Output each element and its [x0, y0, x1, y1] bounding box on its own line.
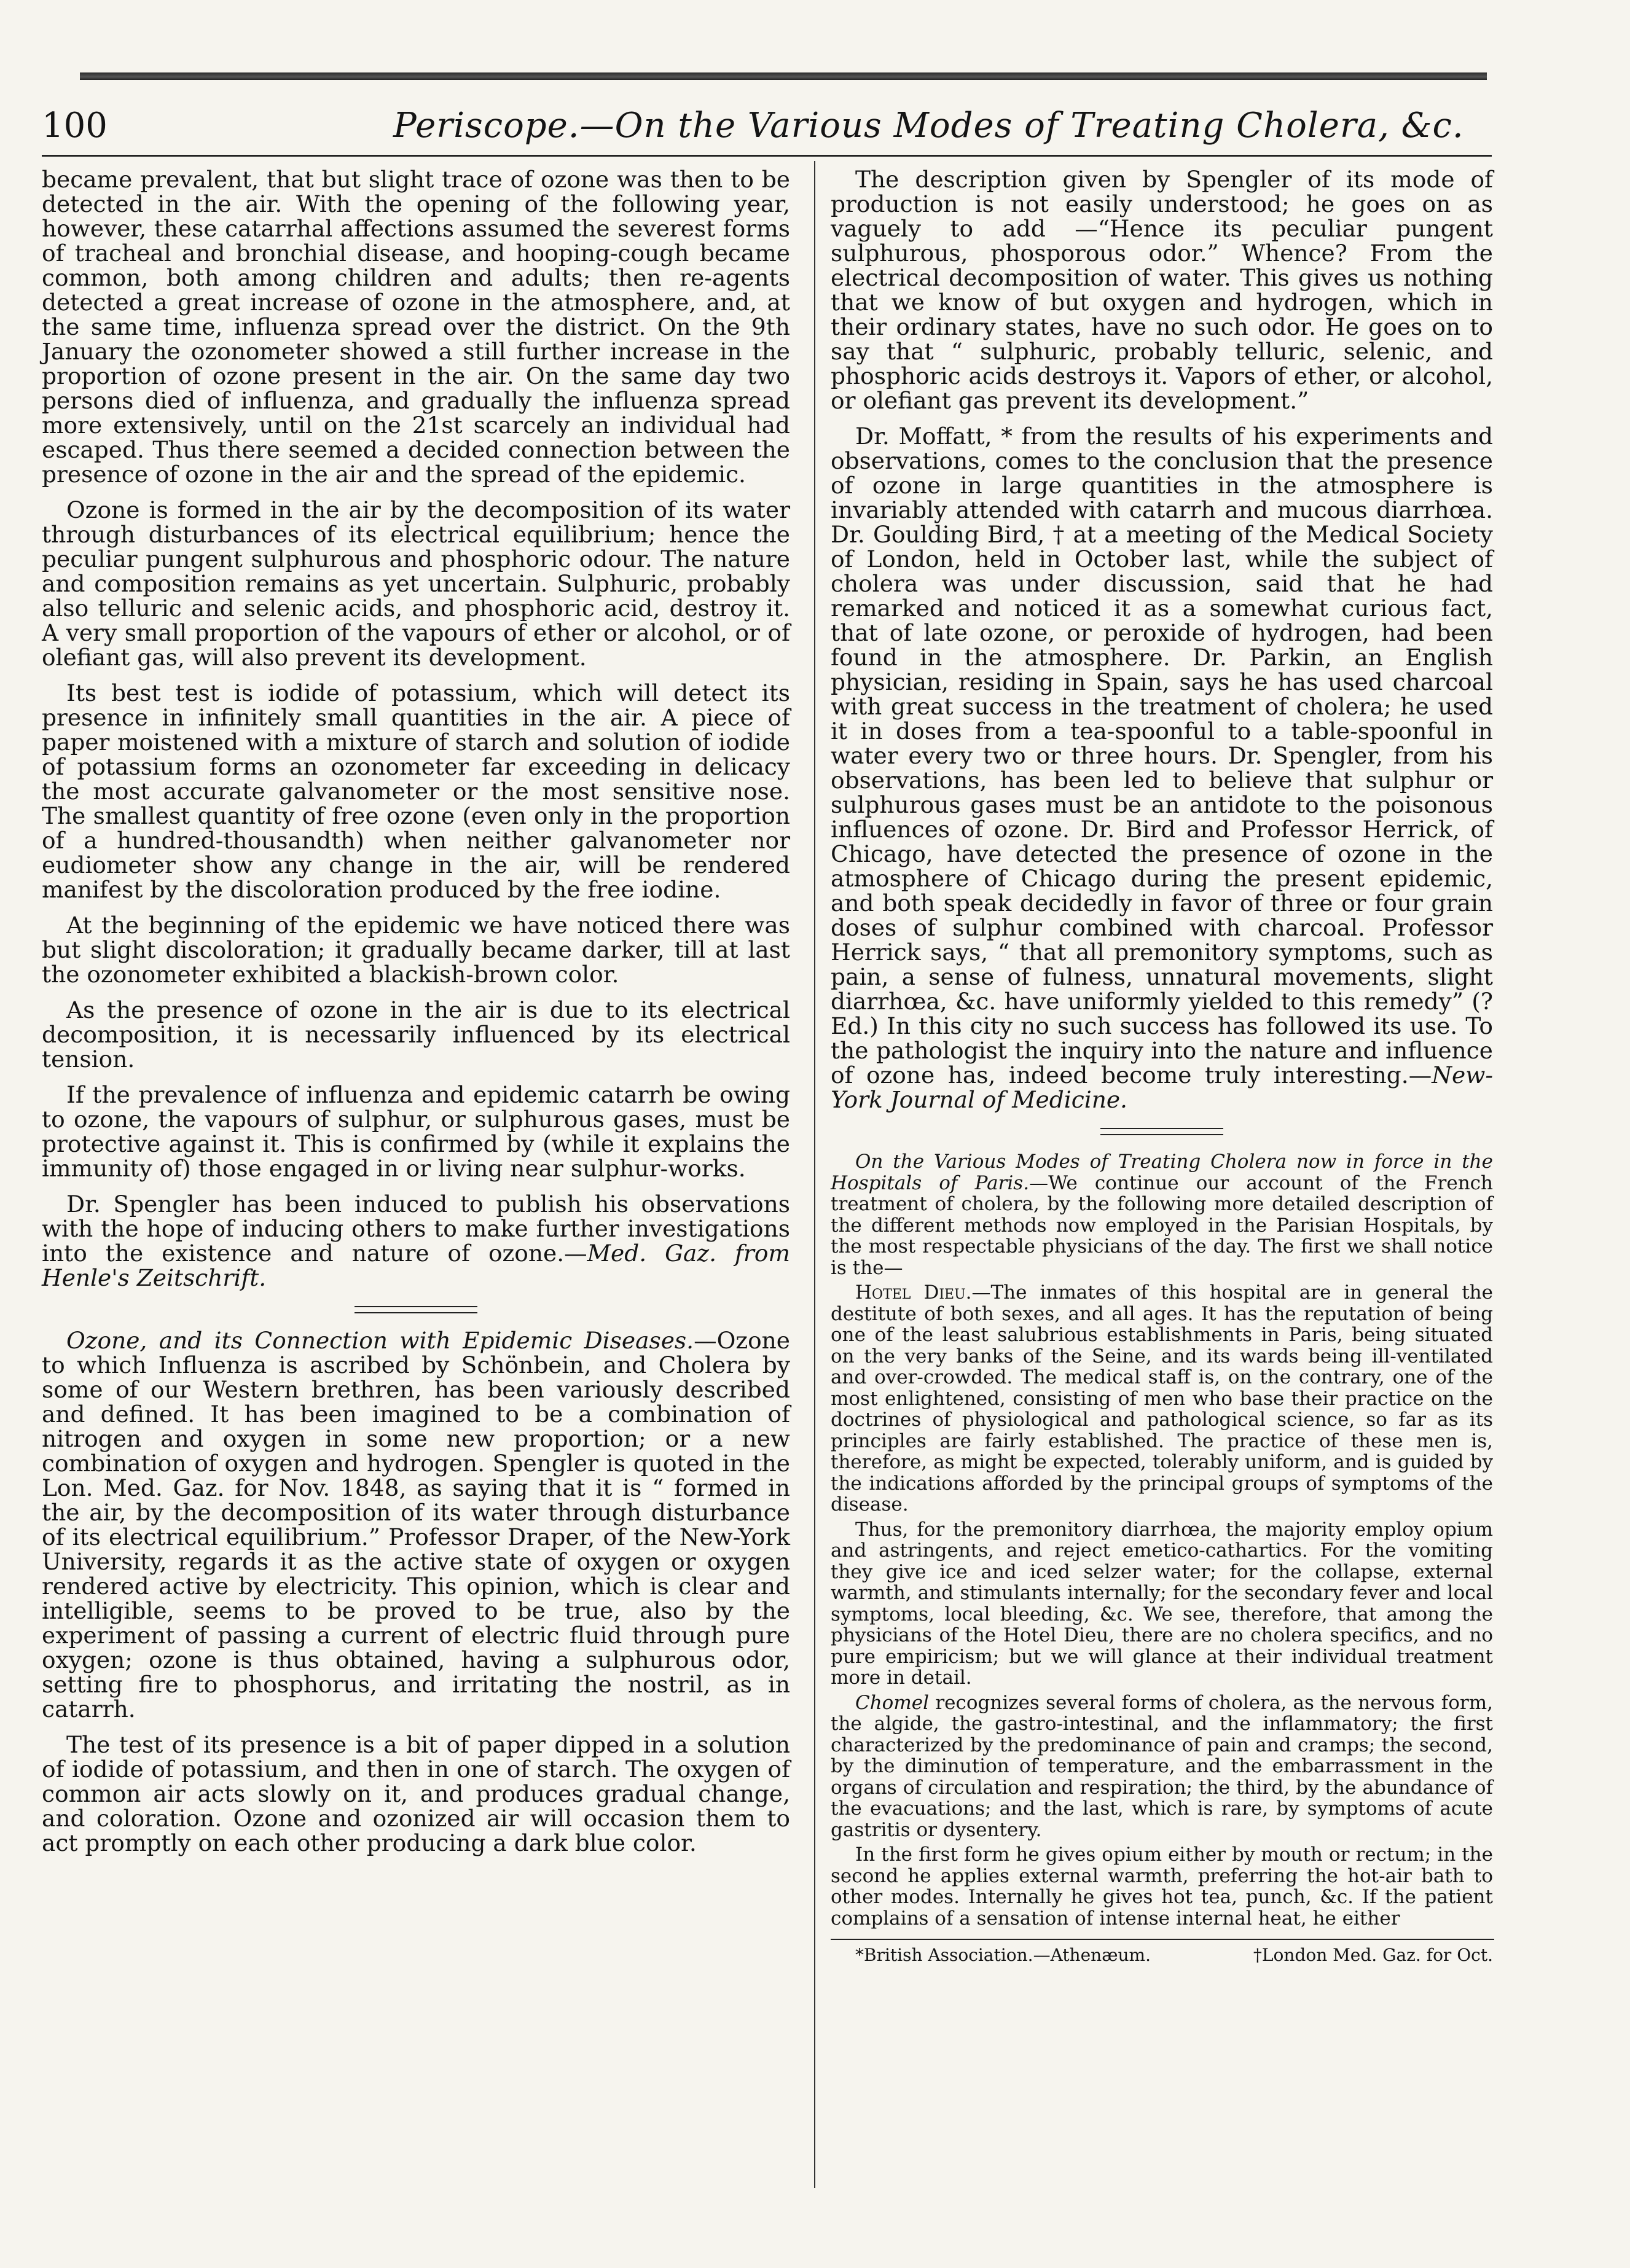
- paragraph: If the prevalence of influenza and epidemic catarrh be owing to ozone, the vapours of sulphur, or sulphurous gases, must be protective against it. This is confirmed by (while it explains the immunity of) those engaged in or living near sulphur-works.: [42, 1081, 790, 1182]
- footnote-rule: [831, 1939, 1494, 1940]
- section-divider: [355, 1306, 477, 1313]
- citation-source: New-York Journal of Medicine.: [831, 1062, 1493, 1113]
- paragraph-text: —We continue our account of the French treatment of cholera, by the following more detailed description of the different methods now employed in the Parisian Hospitals, by the most respectable physicians of the day. The first we shall notice is the—: [831, 1171, 1493, 1279]
- paragraph: The description given by Spengler of its mode of production is not easily understood; he goes on as vaguely to add —“Hence its peculiar pungent sulphurous, phosporous odor.” Whence? From the electrical decomposition of water. This gives us nothing that we know of but oxygen and hydrogen, which in their ordinary states, have no such odor. He goes on to say that “ sulphuric, probably telluric, selenic, and phosphoric acids destroys it. Vapors of ether, or alcohol, or olefiant gas prevent its development.”: [831, 166, 1493, 414]
- paragraph-text: —Ozone to which Influenza is ascribed by Schönbein, and Cholera by some of our Western brethren, has been variously described and defined. It has been imagined to be a combination of nitrogen and oxygen in some new proportion; or a new combination of oxygen and hydrogen. Spengler is quoted in the Lon. Med. Gaz. for Nov. 1848, as saying that it is “ formed in the air, by the decomposition of its water through disturbance of its electrical equilibrium.” Professor Draper, of the New-York University, regards it as the active state of oxygen or oxygen rendered active by electricity. This opinion, which is clear and intelligible, seems to be proved to be true, also by the experiment of passing a current of electric fluid through pure oxygen; ozone is thus obtained, having a sulphurous odor, setting fire to phosphorus, and irritating the nostril, as in catarrh.: [42, 1327, 790, 1723]
- paragraph: Its best test is iodide of potassium, which will detect its presence in infinitely small quantities in the air. A piece of paper moistened with a mixture of starch and solution of iodide of potassium forms an ozonometer far exceeding in delicacy the most accurate galvanometer or the most sensitive nose. The smallest quantity of free ozone (even only in the proportion of a hundred-thousandth) when neither galvanometer nor eudiometer show any change in the air, will be rendered manifest by the discoloration produced by the free iodine.: [42, 679, 790, 903]
- article-title: On the Various Modes of Treating Cholera now in force in the Hospitals of Paris.: [831, 1151, 1493, 1194]
- footnote: *British Association.—Athenæum.: [855, 1945, 1151, 1965]
- article-title: Ozone, and its Connection with Epidemic Diseases.: [66, 1327, 694, 1354]
- paragraph: [831, 1282, 1493, 1515]
- paragraph-text: Dr. Moffatt, * from the results of his experiments and observations, comes to the conclusion that the presence of ozone in large quantities in the atmosphere is invariably attended with catarrh and mucous diarrhœa. Dr. Goulding Bird, † at a meeting of the Medical Society of London, held in October last, while the subject of cholera was under discussion, said that he had remarked and noticed it as a somewhat curious fact, that of late ozone, or peroxide of hydrogen, had been found in the atmosphere. Dr. Parkin, an English physician, residing in Spain, says he has used charcoal with great success in the treatment of cholera; he used it in doses from a tea-spoonful to a table-spoonful in water every two or three hours. Dr. Spengler, from his observations, has been led to believe that sulphur or sulphurous gases must be an antidote to the poisonous influences of ozone. Dr. Bird and Professor Herrick, of Chicago, have detected the presence of ozone in the atmosphere of Chicago during the present epidemic, and both speak decidedly in favor of three or four grain doses of sulphur combined with charcoal. Professor Herrick says, “ that all premonitory symptoms, such as pain, a sense of fulness, unnatural movements, slight diarrhœa, &c. have uniformly yielded to this remedy” (? Ed.) In this city no such success has followed its use. To the pathologist the inquiry into the nature and influence of ozone has, indeed become truly interesting.—: [831, 423, 1493, 1089]
- right-column: [831, 167, 1493, 1966]
- left-column: [42, 167, 790, 1855]
- column-divider: [814, 161, 815, 2188]
- physician-name: Chomel: [855, 1691, 930, 1714]
- footnotes: [831, 1945, 1493, 1966]
- header-rule: [42, 155, 1492, 157]
- paragraph: As the presence of ozone in the air is due to its electrical decomposition, it is necessarily influenced by its electrical tension.: [42, 996, 790, 1073]
- running-head: Periscope.—On the Various Modes of Treating Cholera, &c.: [393, 106, 1464, 146]
- paragraph: In the first form he gives opium either by mouth or rectum; in the second he applies external warmth, preferring the hot-air bath to other modes. Internally he gives hot tea, punch, &c. If the patient complains of a sensation of intense internal heat, he either: [831, 1844, 1493, 1930]
- paragraph: [831, 424, 1493, 1112]
- section-divider: [1100, 1128, 1223, 1135]
- paragraph: The test of its presence is a bit of paper dipped in a solution of iodide of potassium, and then in one of starch. The oxygen of common air acts slowly on it, and produces gradual change, and coloration. Ozone and ozonized air will occasion them to act promptly on each other producing a dark blue color.: [42, 1731, 790, 1856]
- paragraph-text: Dr. Spengler has been induced to publish his observations with the hope of inducing others to make further investigations into the existence and nature of ozone.—: [42, 1191, 790, 1267]
- paragraph: [42, 1328, 790, 1721]
- paragraph: [831, 1692, 1493, 1841]
- page-number: 100: [42, 106, 108, 146]
- paragraph-text: recognizes several forms of cholera, as the nervous form, the algide, the gastro-intestinal, and the inflammatory; the first characterized by the predominance of pain and cramps; the second, by the diminution of temperature, and the embarrassment in the organs of circulation and respiration; the third, by the abundance of the evacuations; and the last, which is rare, by symptoms of acute gastritis or dysentery.: [831, 1691, 1493, 1841]
- footnote: †London Med. Gaz. for Oct.: [1253, 1945, 1493, 1965]
- paragraph: [42, 1192, 790, 1290]
- paragraph: Ozone is formed in the air by the decomposition of its water through disturbances of its electrical equilibrium; hence the peculiar pungent sulphurous and phosphoric odour. The nature and composition remains as yet uncertain. Sulphuric, probably also telluric and selenic acids, and phosphoric acid, destroy it. A very small proportion of the vapours of ether or alcohol, or of olefiant gas, will also prevent its development.: [42, 496, 790, 671]
- hospital-name: Hotel Dieu.: [855, 1281, 972, 1304]
- ozone-continuation: [831, 167, 1493, 1112]
- cholera-article: [831, 1151, 1493, 1929]
- paragraph-text: —The inmates of this hospital are in general the destitute of both sexes, and all ages. It has the reputation of being one of the least salubrious establishments in Paris, being situated on the very banks of the Seine, and its wards being ill-ventilated and over-crowded. The medical staff is, on the contrary, one of the most enlightened, consisting of men who base their practice on the doctrines of physiological and pathological science, so far as its principles are fairly established. The practice of these men is, therefore, as might be expected, tolerably uniform, and is guided by the indications afforded by the principal groups of symptoms of the disease.: [831, 1281, 1493, 1515]
- top-border-rule: [80, 72, 1487, 80]
- paragraph: became prevalent, that but slight trace of ozone was then to be detected in the air. With the opening of the following year, however, these catarrhal affections assumed the severest forms of tracheal and bronchial disease, and hooping-cough became common, both among children and adults; then re-agents detected a great increase of ozone in the atmosphere, and, at the same time, influenza spread over the district. On the 9th January the ozonometer showed a still further increase in the proportion of ozone present in the air. On the same day two persons died of influenza, and gradually the influenza spread more extensively, until on the 21st scarcely an individual had escaped. Thus there seemed a decided connection between the presence of ozone in the air and the spread of the epidemic.: [42, 166, 790, 488]
- paragraph: Thus, for the premonitory diarrhœa, the majority employ opium and astringents, and reject emetico-cathartics. For the vomiting they give ice and iced selzer water; for the collapse, external warmth, and stimulants internally; for the secondary fever and local symptoms, local bleeding, &c. We see, therefore, that among the physicians of the Hotel Dieu, there are no cholera specifics, and no pure empiricism; but we will glance at their individual treatment more in detail.: [831, 1518, 1493, 1689]
- citation-source: Med. Gaz. from Henle's Zeitschrift.: [42, 1240, 790, 1291]
- paragraph: [831, 1151, 1493, 1278]
- paragraph: At the beginning of the epidemic we have noticed there was but slight discoloration; it gradually became darker, till at last the ozonometer exhibited a blackish-brown color.: [42, 912, 790, 988]
